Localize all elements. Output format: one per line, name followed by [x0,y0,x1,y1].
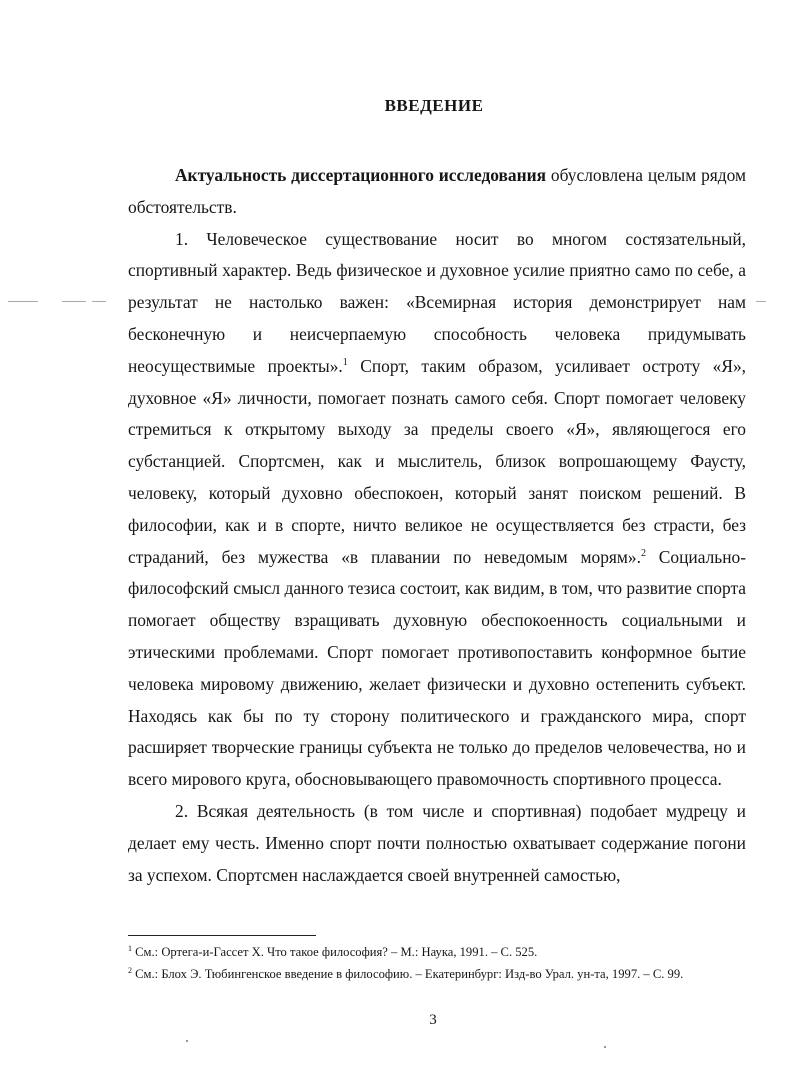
scan-artifact [186,1040,188,1042]
paragraph-text: 2. Всякая деятельность (в том числе и спортивная) подобает мудрецу и делает ему честь. Именно спорт почти полностью охватывает содержание погони за успехом. Спортсмен наслаждается своей внутренней самостью, [128,800,746,885]
footnote-mark: 1 [128,943,132,953]
paragraph-text: 1. Человеческое существование носит во многом состязательный, спортивный характер. Ведь физическое и духовное усилие приятно само по себе, а результат не настолько важен: «Всемирная история демонстрирует нам бесконечную и неисчерпаемую способность человека придумывать неосуществимые проекты». [128,228,746,376]
page-title: ВВЕДЕНИЕ [384,96,484,115]
scan-artifact [92,301,106,302]
footnote-mark: 2 [128,965,132,975]
footnote-divider [128,935,316,936]
footnote [128,963,748,985]
paragraph-text: Социально-философский смысл данного тезиса состоит, как видим, в том, что развитие спорта помогает обществу взращивать духовную обеспокоенность социальными и этическими проблемами. Спорт помогает противопоставить конформное бытие человека мировому движению, желает физически и духовно остепенить субъект. Находясь как бы по ту сторону политического и гражданского мира, спорт расширяет творческие границы субъекта не только до пределов человечества, но и всего мирового круга, обосновывающего правомочность спортивного процесса. [128,546,746,790]
footnote-text: См.: Блох Э. Тюбингенское введение в философию. – Екатеринбург: Изд-во Урал. ун-та, 1997. – С. 99. [132,967,684,981]
footnote-text: См.: Ортега-и-Гассет Х. Что такое философия? – М.: Наука, 1991. – С. 525. [132,945,538,959]
paragraph-text: обусловлена целым рядом обстоятельств. [128,165,746,217]
bold-lead: Актуальность диссертационного исследования [175,165,547,185]
footnote [128,941,748,963]
body-text [128,160,746,891]
paragraph-relevance [128,160,746,224]
scan-artifact [8,301,38,302]
paragraph-text: Спорт, таким образом, усиливает остроту «Я», духовное «Я» личности, помогает познать самого себя. Спорт помогает человеку стремиться к открытому выходу за пределы своего «Я», являющегося его субстанцией. Спортсмен, как и мыслитель, близок вопрошающему Фаусту, человеку, который духовно обеспокоен, который занят поиском решений. В философии, как и в спорте, ничто великое не осуществляется без страсти, без страданий, без мужества «в плавании по неведомым морям». [128,355,746,567]
footnote-reference: 1 [342,356,348,368]
paragraph-2 [128,796,746,891]
page-number: 3 [429,1012,437,1028]
scan-artifact [62,301,86,302]
scan-artifact [604,1046,606,1048]
paragraph-1 [128,224,746,796]
footnotes [128,941,748,985]
footnote-reference: 2 [640,547,646,559]
scan-artifact [756,301,766,302]
